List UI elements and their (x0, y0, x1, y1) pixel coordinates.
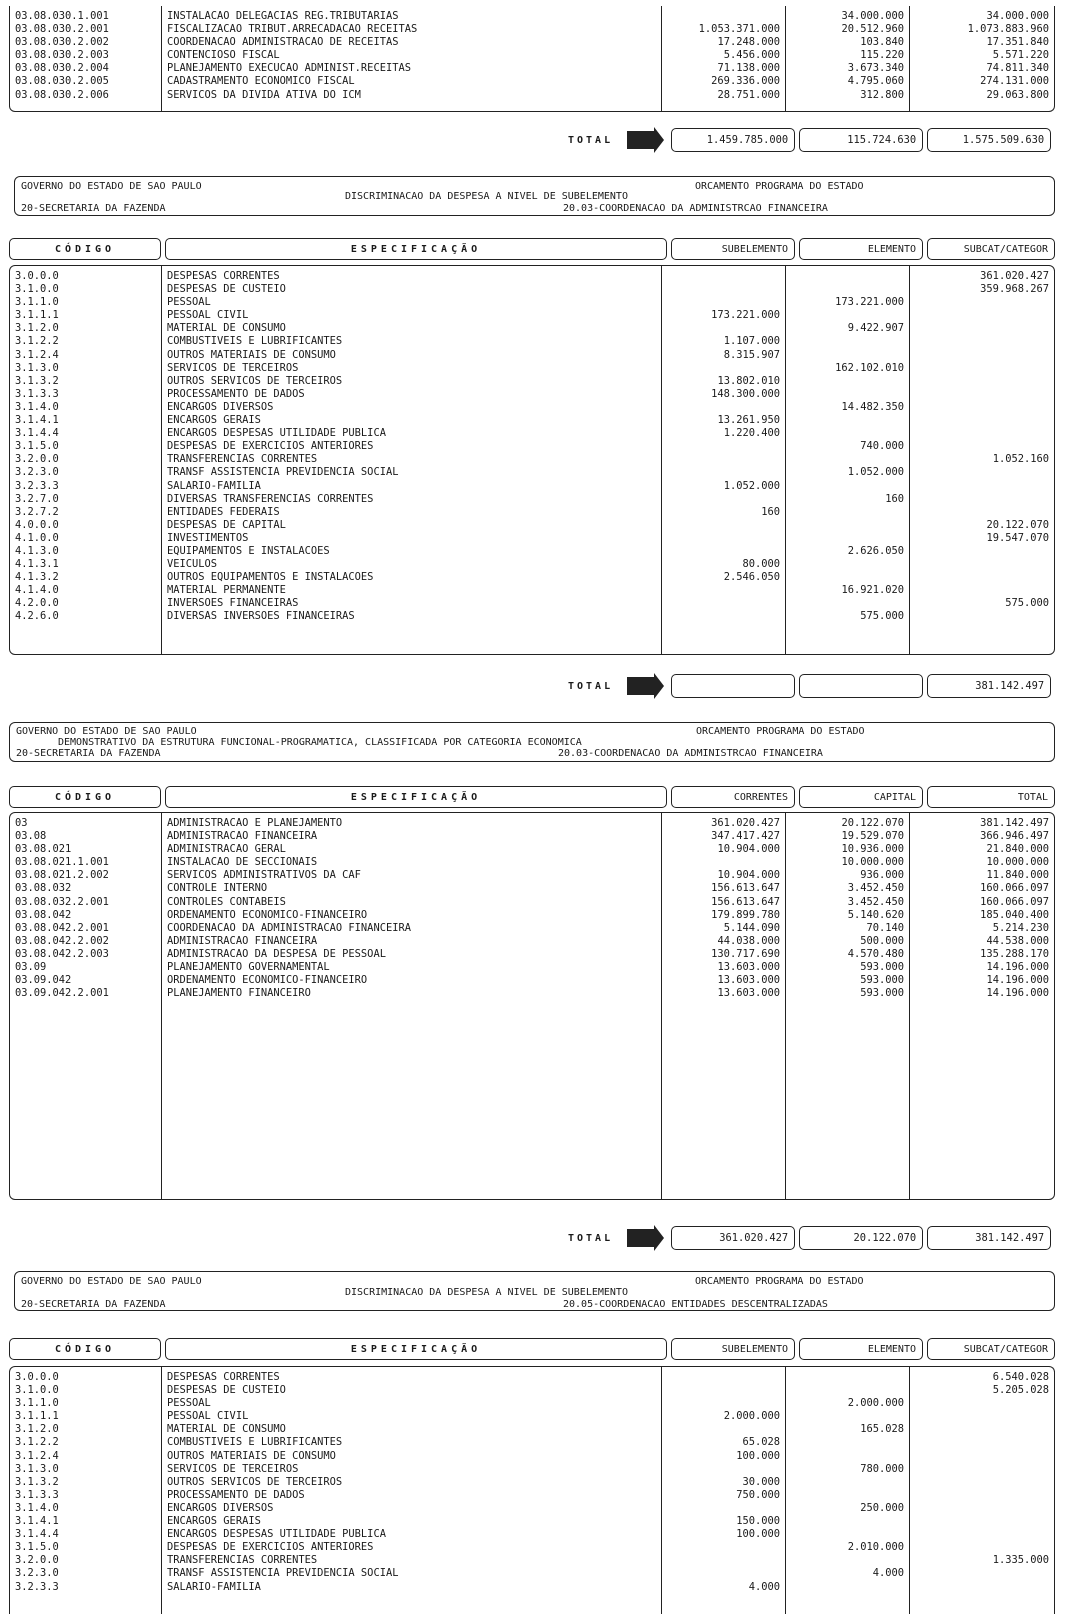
capital-column: 20.122.070 19.529.070 10.936.000 10.000.000 936.000 3.452.450 3.452.450 5.140.620 70.140 500.000 4.570.480 593.000 593.000 593.000 (786, 813, 910, 1199)
header-elemento: ELEMENTO (799, 1338, 923, 1360)
unit-name: 20.03-COORDENACAO DA ADMINISTRCAO FINANCEIRA (563, 203, 828, 214)
subcat-column: 6.540.028 5.205.028 1.335.000 (992, 1371, 1049, 1567)
section1-table (9, 265, 1055, 655)
section1-column-headers (9, 238, 1055, 260)
codes-column: 3.0.0.0 3.1.0.0 3.1.1.0 3.1.1.1 3.1.2.0 3.1.2.2 3.1.2.4 3.1.3.0 3.1.3.2 3.1.3.3 3.1.4.0 3.1.4.1 3.1.4.4 3.1.5.0 3.2.0.0 3.2.3.0 3.2.3.3 3.2.7.0 3.2.7.2 4.0.0.0 4.1.0.0 4.1.3.0 4.1.3.1 4.1.3.2 4.1.4.0 4.2.0.0 4.2.6.0 (10, 266, 162, 654)
secretaria: 20-SECRETARIA DA FAZENDA (21, 203, 166, 214)
budget-program: ORCAMENTO PROGRAMA DO ESTADO (695, 181, 864, 192)
codes-column: 3.0.0.0 3.1.0.0 3.1.1.0 3.1.1.1 3.1.2.0 3.1.2.2 3.1.2.4 3.1.3.0 3.1.3.2 3.1.3.3 3.1.4.0 3.1.4.1 3.1.4.4 3.1.5.0 3.2.0.0 3.2.3.0 3.2.3.3 (10, 1367, 162, 1614)
budget-program: ORCAMENTO PROGRAMA DO ESTADO (695, 1276, 864, 1287)
section1-total-row (568, 674, 1051, 698)
total-value-2: 20.122.070 (799, 1226, 923, 1250)
section0-total-row (568, 128, 1051, 152)
subelement-column: 173.221.000 1.107.000 8.315.907 13.802.010 148.300.000 13.261.950 1.220.400 1.052.000 160 80.000 2.546.050 (662, 266, 786, 654)
total-label: TOTAL (568, 680, 614, 692)
government-name: GOVERNO DO ESTADO DE SAO PAULO (21, 181, 202, 192)
section3-column-headers (9, 1338, 1055, 1360)
section0-table (9, 6, 1055, 112)
total-value-3: 381.142.497 (927, 674, 1051, 698)
subcat-column: 361.020.427 359.968.267 1.052.160 20.122.070 19.547.070 575.000 (980, 270, 1049, 610)
description-column: ADMINISTRACAO E PLANEJAMENTO ADMINISTRACAO FINANCEIRA ADMINISTRACAO GERAL INSTALACAO DE SECCIONAIS SERVICOS ADMINISTRATIVOS DA CAF CONTROLE INTERNO CONTROLES CONTABEIS ORDENAMENTO ECONOMICO-FINANCEIRO COORDENACAO DA ADMINISTRACAO FINANCEIRA ADMINISTRACAO FINANCEIRA ADMINISTRACAO DA DESPESA DE PESSOAL PLANEJAMENTO GOVERNAMENTAL ORDENAMENTO ECONOMICO-FINANCEIRO PLANEJAMENTO FINANCEIRO (162, 813, 662, 1199)
subelement-column: 1.053.371.000 17.248.000 5.456.000 71.138.000 269.336.000 28.751.000 (662, 6, 786, 111)
total-label: TOTAL (568, 134, 614, 146)
description-column: DESPESAS CORRENTES DESPESAS DE CUSTEIO PESSOAL PESSOAL CIVIL MATERIAL DE CONSUMO COMBUSTIVEIS E LUBRIFICANTES OUTROS MATERIAIS DE CONSUMO SERVICOS DE TERCEIROS OUTROS SERVICOS DE TERCEIROS PROCESSAMENTO DE DADOS ENCARGOS DIVERSOS ENCARGOS GERAIS ENCARGOS DESPESAS UTILIDADE PUBLICA DESPESAS DE EXERCICIOS ANTERIORES TRANSFERENCIAS CORRENTES TRANSF ASSISTENCIA PREVIDENCIA SOCIAL SALARIO-FAMILIA (162, 1367, 662, 1614)
header-especificacao: ESPECIFICAÇÃO (165, 1338, 667, 1360)
section1-header-box (14, 176, 1055, 216)
description-column: DESPESAS CORRENTES DESPESAS DE CUSTEIO PESSOAL PESSOAL CIVIL MATERIAL DE CONSUMO COMBUSTIVEIS E LUBRIFICANTES OUTROS MATERIAIS DE CONSUMO SERVICOS DE TERCEIROS OUTROS SERVICOS DE TERCEIROS PROCESSAMENTO DE DADOS ENCARGOS DIVERSOS ENCARGOS GERAIS ENCARGOS DESPESAS UTILIDADE PUBLICA DESPESAS DE EXERCICIOS ANTERIORES TRANSFERENCIAS CORRENTES TRANSF ASSISTENCIA PREVIDENCIA SOCIAL SALARIO-FAMILIA DIVERSAS TRANSFERENCIAS CORRENTES ENTIDADES FEDERAIS DESPESAS DE CAPITAL INVESTIMENTOS EQUIPAMENTOS E INSTALACOES VEICULOS OUTROS EQUIPAMENTOS E INSTALACOES MATERIAL PERMANENTE INVERSOES FINANCEIRAS DIVERSAS INVERSOES FINANCEIRAS (162, 266, 662, 654)
header-codigo: CÓDIGO (9, 238, 161, 260)
element-column: 34.000.000 20.512.960 103.840 115.220 3.673.340 4.795.060 312.800 (786, 6, 910, 111)
header-total: TOTAL (927, 786, 1055, 808)
header-subcat: SUBCAT/CATEGOR (927, 238, 1055, 260)
total-label: TOTAL (568, 1232, 614, 1244)
total-value-1 (671, 674, 795, 698)
header-especificacao: ESPECIFICAÇÃO (165, 786, 667, 808)
section3-table (9, 1366, 1055, 1614)
header-correntes: CORRENTES (671, 786, 795, 808)
header-codigo: CÓDIGO (9, 786, 161, 808)
correntes-column: 361.020.427 347.417.427 10.904.000 10.904.000 156.613.647 156.613.647 179.899.780 5.144.090 44.038.000 130.717.690 13.603.000 13.603.000 13.603.000 (662, 813, 786, 1199)
total-value-3: 381.142.497 (927, 1226, 1051, 1250)
report-title: DEMONSTRATIVO DA ESTRUTURA FUNCIONAL-PROGRAMATICA, CLASSIFICADA POR CATEGORIA ECONOMICA (58, 737, 582, 748)
section2-header-box (9, 722, 1055, 762)
government-name: GOVERNO DO ESTADO DE SAO PAULO (21, 1276, 202, 1287)
header-subelemento: SUBELEMENTO (671, 1338, 795, 1360)
header-subcat: SUBCAT/CATEGOR (927, 1338, 1055, 1360)
report-title: DISCRIMINACAO DA DESPESA A NIVEL DE SUBELEMENTO (345, 191, 628, 202)
arrow-right-icon (627, 677, 655, 695)
arrow-right-icon (627, 131, 655, 149)
header-capital: CAPITAL (799, 786, 923, 808)
secretaria: 20-SECRETARIA DA FAZENDA (21, 1299, 166, 1310)
unit-name: 20.05-COORDENACAO ENTIDADES DESCENTRALIZADAS (563, 1299, 828, 1310)
total-value-1: 361.020.427 (671, 1226, 795, 1250)
element-column: 173.221.000 9.422.907 162.102.010 14.482.350 740.000 1.052.000 160 2.626.050 16.921.020 575.000 (786, 266, 910, 654)
description-column: INSTALACAO DELEGACIAS REG.TRIBUTARIAS FISCALIZACAO TRIBUT.ARRECADACAO RECEITAS COORDENACAO ADMINISTRACAO DE RECEITAS CONTENCIOSO FISCAL PLANEJAMENTO EXECUCAO ADMINIST.RECEITAS CADASTRAMENTO ECONOMICO FISCAL SERVICOS DA DIVIDA ATIVA DO ICM (162, 6, 662, 111)
codes-column: 03 03.08 03.08.021 03.08.021.1.001 03.08.021.2.002 03.08.032 03.08.032.2.001 03.08.042 03.08.042.2.001 03.08.042.2.002 03.08.042.2.003 03.09 03.09.042 03.09.042.2.001 (10, 813, 162, 1199)
header-especificacao: ESPECIFICAÇÃO (165, 238, 667, 260)
total-column: 34.000.000 1.073.883.960 17.351.840 5.571.220 74.811.340 274.131.000 29.063.800 (967, 10, 1049, 101)
unit-name: 20.03-COORDENACAO DA ADMINISTRCAO FINANCEIRA (558, 748, 823, 759)
total-value-1: 1.459.785.000 (671, 128, 795, 152)
header-elemento: ELEMENTO (799, 238, 923, 260)
arrow-right-icon (627, 1229, 655, 1247)
section3-header-box (14, 1271, 1055, 1311)
total-value-3: 1.575.509.630 (927, 128, 1051, 152)
report-title: DISCRIMINACAO DA DESPESA A NIVEL DE SUBELEMENTO (345, 1287, 628, 1298)
section2-table (9, 812, 1055, 1200)
total-value-2: 115.724.630 (799, 128, 923, 152)
section2-column-headers (9, 786, 1055, 808)
codes-column: 03.08.030.1.001 03.08.030.2.001 03.08.030.2.002 03.08.030.2.003 03.08.030.2.004 03.08.030.2.005 03.08.030.2.006 (10, 6, 162, 111)
secretaria: 20-SECRETARIA DA FAZENDA (16, 748, 161, 759)
subelement-column: 2.000.000 65.028 100.000 30.000 750.000 150.000 100.000 4.000 (662, 1367, 786, 1614)
total-value-2 (799, 674, 923, 698)
budget-program: ORCAMENTO PROGRAMA DO ESTADO (696, 726, 865, 737)
header-subelemento: SUBELEMENTO (671, 238, 795, 260)
total-column: 381.142.497 366.946.497 21.840.000 10.000.000 11.840.000 160.066.097 160.066.097 185.040.400 5.214.230 44.538.000 135.288.170 14.196.000 14.196.000 14.196.000 (980, 817, 1049, 1000)
header-codigo: CÓDIGO (9, 1338, 161, 1360)
government-name: GOVERNO DO ESTADO DE SAO PAULO (16, 726, 197, 737)
element-column: 2.000.000 165.028 780.000 250.000 2.010.000 4.000 (786, 1367, 910, 1614)
section2-total-row (568, 1226, 1051, 1250)
